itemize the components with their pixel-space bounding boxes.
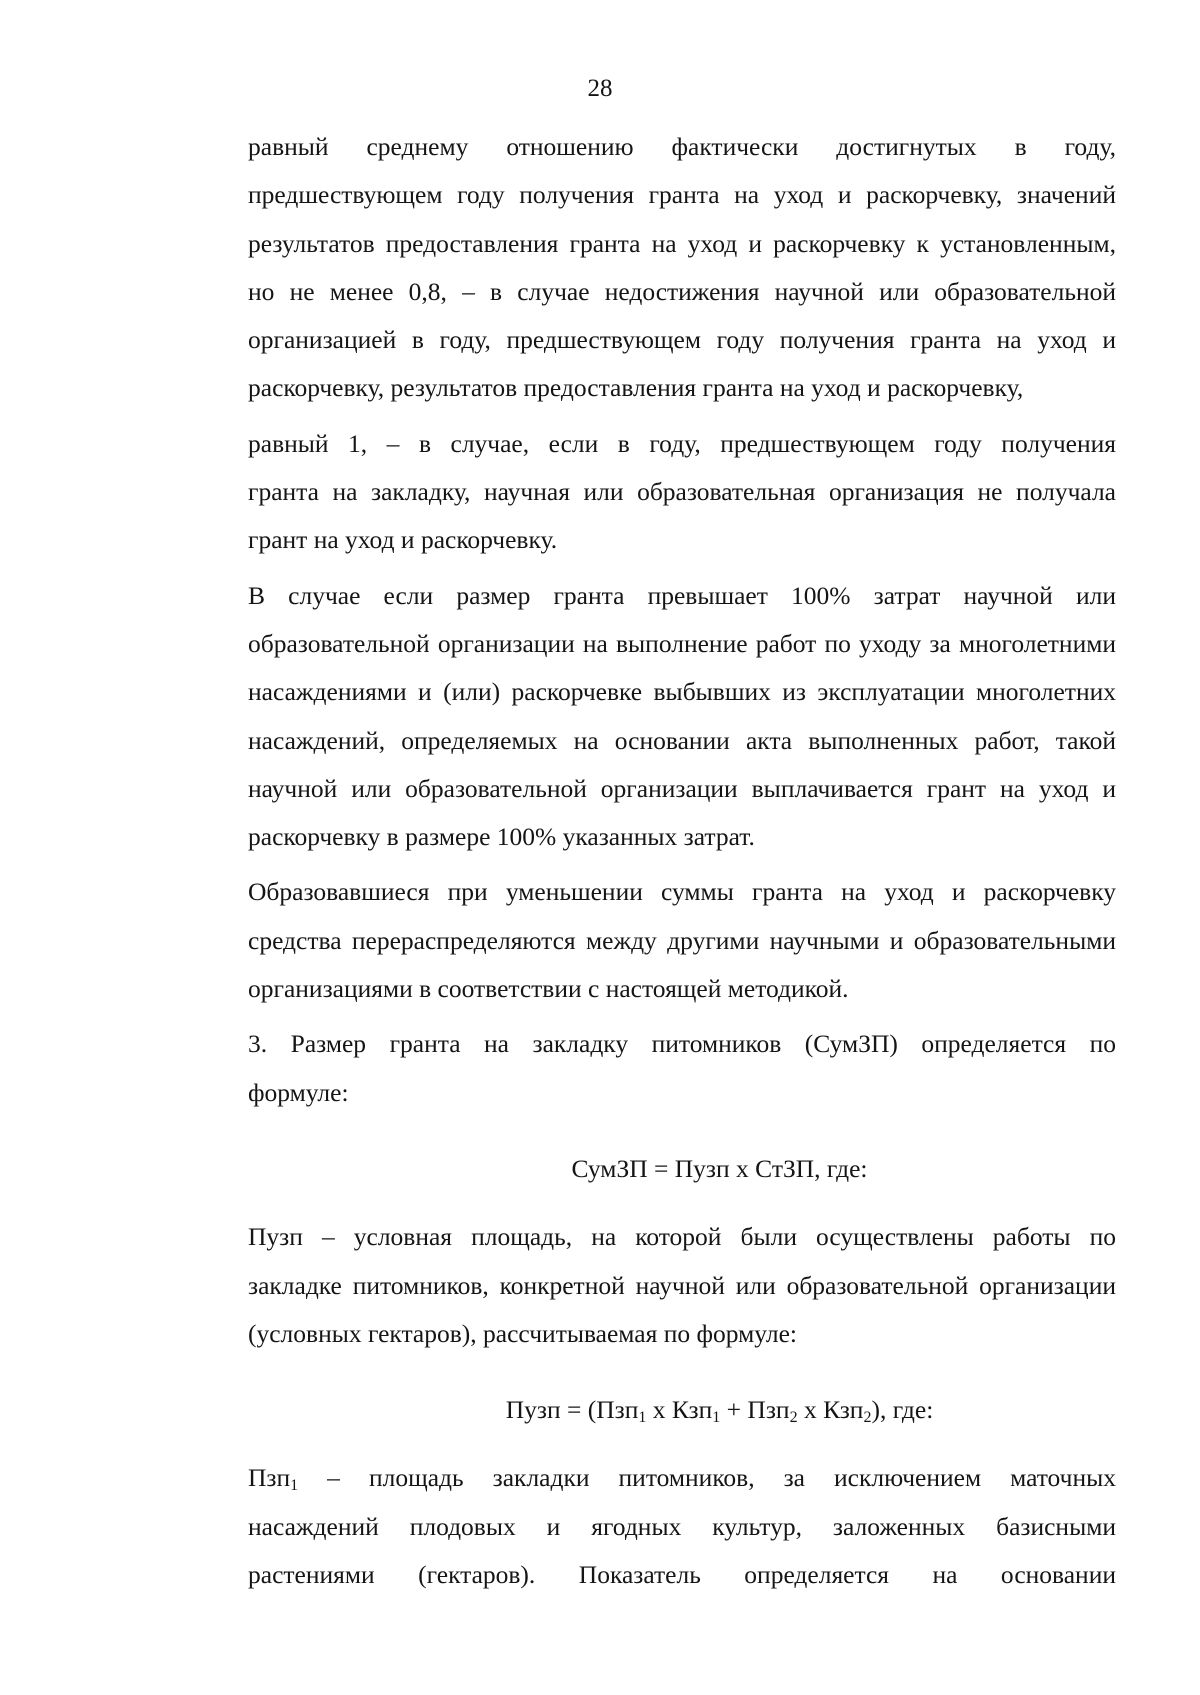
text-line: организациями в соответствии с настоящей методикой. — [248, 974, 849, 1004]
text-line: Пузп – условная площадь, на которой были осуществлены работы по — [248, 1222, 1116, 1252]
formula-subscript: 2 — [863, 1409, 872, 1427]
text-line: насаждений, определяемых на основании акта выполненных работ, такой — [248, 725, 1116, 755]
text-line: средства перераспределяются между другими научными и образовательными — [248, 925, 1116, 955]
formula-part: Пузп = (Пзп — [505, 1395, 639, 1425]
text-line — [178, 1454, 1116, 1502]
term-definition: – площадь закладки питомников, за исключением маточных — [298, 1463, 1116, 1493]
paragraph-puzp-definition — [178, 1213, 1116, 1358]
text-line: формуле: — [248, 1077, 349, 1107]
text-line: гранта на закладку, научная или образовательная организация не получала — [248, 477, 1116, 507]
formula-part: х Кзп — [646, 1395, 713, 1425]
formula-part: + Пзп — [720, 1395, 790, 1425]
paragraph-grant-exceeds-100 — [178, 572, 1116, 862]
text-line: насаждений плодовых и ягодных культур, заложенных базисными — [248, 1511, 1116, 1541]
text-line: научной или образовательной организации выплачивается грант на уход и — [248, 773, 1116, 803]
paragraph-item-3 — [178, 1020, 1116, 1117]
text-line: предшествующем году получения гранта на уход и раскорчевку, значений — [248, 180, 1116, 210]
formula-part: ), где: — [871, 1395, 934, 1425]
text-line: В случае если размер гранта превышает 100% затрат научной или — [248, 580, 1116, 610]
formula-subscript: 2 — [789, 1409, 798, 1427]
text-line: насаждениями и (или) раскорчевке выбывших из эксплуатации многолетних — [248, 677, 1116, 707]
term-pzp: Пзп — [248, 1463, 291, 1493]
text-line: организацией в году, предшествующем году получения гранта на уход и — [248, 325, 1116, 355]
paragraph-pzp1-definition — [178, 1454, 1116, 1599]
paragraph-redistribution — [178, 868, 1116, 1013]
formula-puzp — [178, 1386, 1116, 1434]
text-line: раскорчевку, результатов предоставления гранта на уход и раскорчевку, — [248, 373, 1024, 403]
formula-subscript: 1 — [638, 1409, 647, 1427]
document-body — [178, 123, 1116, 1599]
text-line: закладке питомников, конкретной научной или образовательной организации — [248, 1270, 1116, 1300]
text-line: результатов предоставления гранта на уход и раскорчевку к установленным, — [248, 228, 1116, 258]
text-line: (условных гектаров), рассчитываемая по формуле: — [248, 1318, 797, 1348]
text-line: равный среднему отношению фактически достигнутых в году, — [248, 132, 1116, 161]
text-line: растениями (гектаров). Показатель определяется на основании — [248, 1560, 1116, 1590]
text-line: грант на уход и раскорчевку. — [248, 525, 558, 555]
text-line: 3. Размер гранта на закладку питомников (СумЗП) определяется по — [248, 1029, 1116, 1059]
text-line: раскорчевку в размере 100% указанных затрат. — [248, 822, 755, 852]
text-line: Образовавшиеся при уменьшении суммы гранта на уход и раскорчевку — [248, 877, 1116, 907]
text-line: равный 1, – в случае, если в году, предшествующем году получения — [248, 428, 1116, 458]
page-number: 28 — [587, 75, 613, 102]
formula-sumzp: СумЗП = Пузп х СтЗП, где: — [571, 1153, 868, 1183]
paragraph-equal-one — [178, 420, 1116, 565]
formula-subscript: 1 — [712, 1409, 721, 1427]
paragraph-ratio-continuation — [178, 123, 1116, 413]
text-line: образовательной организации на выполнение работ по уходу за многолетними — [248, 628, 1116, 658]
term-subscript: 1 — [290, 1477, 299, 1495]
text-line: но не менее 0,8, – в случае недостижения научной или образовательной — [248, 276, 1116, 306]
formula-part: х Кзп — [797, 1395, 864, 1425]
